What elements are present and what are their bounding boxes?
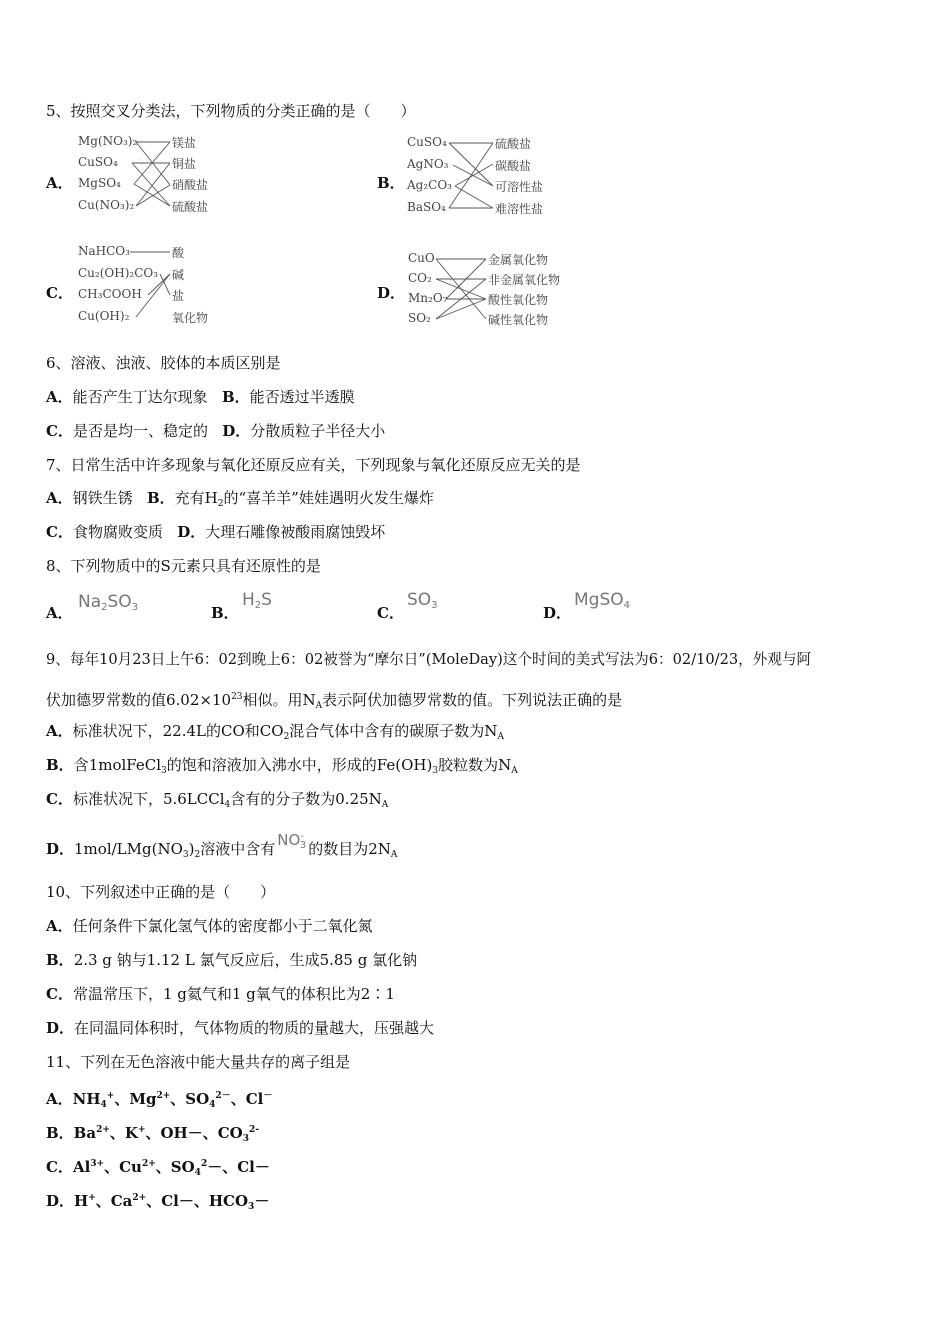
q7-stem: 7、日常生活中许多现象与氧化还原反应有关，下列现象与氧化还原反应无关的是: [46, 456, 581, 474]
q5c-left-4: Cu(OH)₂: [78, 309, 130, 323]
q7-option-c[interactable]: 食物腐败变质: [72, 523, 163, 541]
q5-diagram-a: [78, 134, 228, 218]
q6-stem: 6、溶液、浊液、胶体的本质区别是: [46, 354, 281, 372]
q5d-left-3: Mn₂O₇: [408, 291, 448, 305]
q5-stem: 5、按照交叉分类法，下列物质的分类正确的是（ ）: [46, 102, 416, 120]
q5d-right-2: 非金属氧化物: [488, 273, 561, 287]
q5b-right-3: 可溶性盐: [495, 180, 544, 194]
q10-option-b[interactable]: B．2.3 g 钠与1.12 L 氯气反应后，生成5.85 g 氯化钠: [46, 951, 418, 969]
q5c-right-3: 盐: [172, 289, 185, 303]
q7-option-b[interactable]: 充有$H_2$的“喜羊羊”娃娃遇明火发生爆炸: [174, 489, 434, 509]
q5b-left-3: Ag₂CO₃: [407, 178, 452, 192]
q5-diagram-d: [408, 251, 578, 331]
q8-option-b[interactable]: B．: [211, 604, 239, 622]
q7-option-a[interactable]: 钢铁生锈: [72, 489, 133, 507]
q5a-right-1: 镁盐: [172, 136, 197, 150]
q5-option-b-label[interactable]: B．: [377, 174, 405, 192]
q5c-right-1: 酸: [172, 246, 185, 260]
q5c-right-4: 氧化物: [172, 311, 209, 325]
q5b-left-4: BaSO₄: [407, 200, 446, 214]
q6-option-c[interactable]: 是否是均一、稳定的: [72, 422, 208, 440]
q5a-right-2: 铜盐: [172, 157, 197, 171]
q10-option-c[interactable]: C．常温常压下，1 g氦气和1 g氧气的体积比为2∶1: [46, 985, 395, 1003]
q9-stem-line2: 伏加德罗常数的值$6.02\times 10^{23}$相似。用$N_A$表示阿伏加德罗常数的值。下列说法正确的是: [46, 691, 623, 711]
q5c-left-3: CH₃COOH: [78, 287, 142, 301]
q9-option-b[interactable]: B．含1molFeCl$_3$的饱和溶液加入沸水中，形成的$Fe(OH)_3$胶粒数为$N_A$: [46, 756, 518, 776]
q5b-left-1: CuSO₄: [407, 135, 447, 149]
q5d-left-2: CO₂: [408, 271, 432, 285]
q11-option-b[interactable]: B．$Ba^{2+}$、K+、OH－、$CO_3^{2-}$: [46, 1124, 259, 1144]
q5b-right-2: 碳酸盐: [495, 159, 532, 173]
q11-option-d[interactable]: D．H+、$Ca^{2+}$、Cl－、$HCO_3-$: [46, 1192, 270, 1212]
q8-option-d-formula: MgSO4: [574, 590, 631, 611]
q5a-left-4: Cu(NO₃)₂: [78, 198, 135, 212]
q10-stem: 10、下列叙述中正确的是（ ）: [46, 883, 276, 901]
q7-options-cd[interactable]: C．食物腐败变质 D．大理石雕像被酸雨腐蚀毁坏: [46, 523, 386, 541]
q9-option-c[interactable]: C．标准状况下，5.6LCCl$_4$含有的分子数为$0.25N_A$: [46, 790, 389, 810]
q5d-right-3: 酸性氧化物: [488, 293, 549, 307]
q5b-right-4: 难溶性盐: [495, 202, 544, 216]
q5a-right-3: 硝酸盐: [172, 178, 209, 192]
q6-options-ab[interactable]: A．能否产生丁达尔现象 B．能否透过半透膜: [46, 388, 355, 406]
q5d-left-1: CuO: [408, 251, 435, 265]
q9-stem-line1: 9、每年10月23日上午6：02到晚上6：02被誉为“摩尔日”(MoleDay)这个时间的美式写法为6：02/10/23，外观与阿: [46, 651, 812, 668]
q5-option-c-label[interactable]: C．: [46, 284, 73, 302]
q8-option-a[interactable]: A．: [46, 604, 73, 622]
q5b-left-2: AgNO₃: [407, 157, 449, 171]
q9-option-d[interactable]: D．$1mol/LMg(NO_3)_2$溶液中含有 $NO^-_3$ 的数目为$2N_A$: [46, 831, 398, 860]
q6-option-a[interactable]: 能否产生丁达尔现象: [72, 388, 208, 406]
q5-diagram-c: [78, 244, 228, 328]
q8-option-c-formula: SO3: [407, 590, 438, 611]
q6-option-b[interactable]: 能否透过半透膜: [249, 388, 355, 406]
q5d-left-4: SO₂: [408, 311, 431, 325]
q8-stem: 8、下列物质中的S元素只具有还原性的是: [46, 557, 321, 575]
q5-option-a-label[interactable]: A．: [46, 174, 73, 192]
q5c-left-1: NaHCO₃: [78, 244, 130, 258]
q5a-left-1: Mg(NO₃)₂: [78, 134, 138, 148]
q5b-right-1: 硫酸盐: [495, 137, 532, 151]
q5c-right-2: 碱: [172, 268, 185, 282]
q10-option-d[interactable]: D．在同温同体积时，气体物质的物质的量越大，压强越大: [46, 1019, 435, 1037]
q7-option-d[interactable]: 大理石雕像被酸雨腐蚀毁坏: [205, 523, 386, 541]
q5a-left-3: MgSO₄: [78, 176, 121, 190]
q7-options-ab[interactable]: A．钢铁生锈 B．充有$H_2$的“喜羊羊”娃娃遇明火发生爆炸: [46, 489, 434, 509]
q6-options-cd[interactable]: C．是否是均一、稳定的 D．分散质粒子半径大小: [46, 422, 386, 440]
q11-option-c[interactable]: C．$Al^{3+}$、$Cu^{2+}$、$SO_4^2-$、Cl－: [46, 1158, 270, 1178]
q11-option-a[interactable]: A．$NH_4^+$、$Mg^{2+}$、$SO_4^{2-}$、Cl－: [46, 1090, 273, 1110]
q11-stem: 11、下列在无色溶液中能大量共存的离子组是: [46, 1053, 351, 1071]
q8-option-d[interactable]: D．: [543, 604, 572, 622]
q8-option-c[interactable]: C．: [377, 604, 404, 622]
q8-option-b-formula: H2S: [242, 590, 272, 611]
q5-option-d-label[interactable]: D．: [377, 284, 406, 302]
q5a-right-4: 硫酸盐: [172, 200, 209, 214]
q10-option-a[interactable]: A．任何条件下氯化氢气体的密度都小于二氧化氮: [46, 917, 373, 935]
q9-option-a[interactable]: A．标准状况下，22.4L的CO和$CO_2$混合气体中含有的碳原子数为$N_A$: [46, 722, 504, 742]
q5c-left-2: Cu₂(OH)₂CO₃: [78, 266, 159, 280]
q5a-left-2: CuSO₄: [78, 155, 118, 169]
q8-option-a-formula: Na2SO3: [78, 592, 139, 613]
q6-option-d[interactable]: 分散质粒子半径大小: [250, 422, 386, 440]
q5d-right-1: 金属氧化物: [488, 253, 549, 267]
q5-diagram-b: [407, 135, 567, 219]
q5d-right-4: 碱性氧化物: [488, 313, 549, 327]
